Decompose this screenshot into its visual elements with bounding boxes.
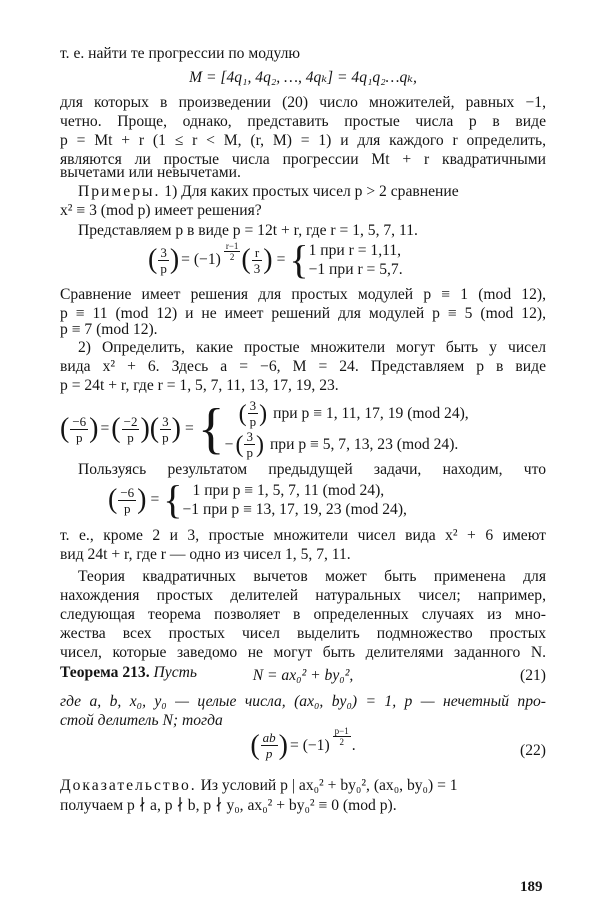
proof-heading [60,776,546,795]
case-line: 1 при p ≡ 1, 5, 7, 11 (mod 24), [192,482,385,499]
formula-21-body: N = ax₀² + by₀², [252,667,354,684]
text-line: p = 24t + r, где r = 1, 5, 7, 11, 13, 17, 19, 23. [60,377,339,394]
frac-den: p [124,500,131,516]
text-line: x² ≡ 3 (mod p) имеет решения? [60,202,262,219]
theorem-label: Теорема 213. [60,664,150,681]
frac-den: p [162,429,169,445]
text-line: получаем p ∤ a, p ∤ b, p ∤ y₀, ax₀² + by₀² ≡ 0 (mod p). [60,797,397,814]
text-line: четно. Проще, однако, представить простые числа p в виде [60,113,546,130]
text-line: 2) Определить, какие простые множители могут быть у чисел [78,339,546,356]
text-line: вида x² + 6. Здесь a = −6, M = 24. Представляем p в виде [60,358,546,375]
frac-den: p [127,429,134,445]
frac-den: p [160,260,167,276]
text-line: являются ли простые числа прогрессии Mt + r квадратичными [60,151,546,168]
formula-part: = (−1) [181,251,221,268]
text-line: Представляем p в виде p = 12t + r, где r = 1, 5, 7, 11. [78,222,418,239]
formula-21 [60,666,546,685]
text-line: Сравнение имеет решения для простых модулей p ≡ 1 (mod 12), [60,286,546,303]
proof-text: Из условий p | ax₀² + by₀², (ax₀, by₀) = 1 [200,777,458,794]
text-line: для которых в произведении (20) число множителей, равных −1, [60,94,546,111]
text-line: p ≡ 7 (mod 12). [60,321,158,338]
frac-num: −6 [72,413,87,429]
text-line: жества всех простых чисел выделить подмножество простых [60,625,546,642]
exp-den: 2 [339,737,344,747]
equation-number: (21) [520,667,546,684]
frac-num: 3 [246,429,253,444]
theorem-text: Пусть [153,664,197,681]
formula-modulus: M = [4q₁, 4q₂, …, 4qₖ] = 4q₁q₂…qₖ, [189,69,417,86]
exp-den: 2 [229,251,235,262]
case-line: −1 при p ≡ 13, 17, 19, 23 (mod 24), [182,501,407,518]
formula-part: = (−1) [290,736,330,754]
text-line: p = Mt + r (1 ≤ r < M, (r, M) = 1) и для каждого r определить, [60,132,546,149]
page-number: 189 [520,879,543,895]
text-line: Пользуясь результатом предыдущей задачи, находим, что [78,461,546,478]
proof-label: Доказательство. [60,777,197,794]
examples-text: 1) Для каких простых чисел p > 2 сравнение [164,183,459,200]
examples-label: Примеры. [78,183,161,200]
case-line: при p ≡ 5, 7, 13, 23 (mod 24). [269,435,459,453]
frac-num: r [252,245,263,261]
text-line: т. е., кроме 2 и 3, простые множители чисел вида x² + 6 имеют [60,527,546,544]
frac-num: 3 [249,398,257,413]
frac-num: −2 [123,413,138,429]
exp-num: p−1 [334,726,349,736]
text-line: нахождения простых делителей натуральных чисел; например, [60,587,546,604]
examples-heading [60,182,546,201]
frac-num: ab [262,730,276,745]
text-line: чисел, которые заведомо не могут быть делителями заданного N. [60,644,546,661]
text-line: т. е. найти те прогрессии по модулю [60,45,301,62]
frac-den: 3 [253,260,261,276]
text-line: вычетами или невычетами. [60,164,241,181]
text-line: p ≡ 11 (mod 12) и не имеет решений для модулей p ≡ 5 (mod 12), [60,305,546,322]
case-line: 1 при r = 1,11, [308,242,402,259]
case-line: при p ≡ 1, 11, 17, 19 (mod 24), [273,404,469,422]
formula-legendre-3: ( $\frac{3}{p}$ ) = (−1) $\frac{r-1}{2}$ ( $\frac{r}{3}$ ) = { 1 при r = 1,11, −1 при r = 5,7. [148,237,403,282]
text-line: вид 24t + r, где r — одно из чисел 1, 5, 7, 11. [60,546,351,563]
frac-den: p [265,746,273,761]
text-line: следующая теорема позволяет в определенных случаях из мно- [60,606,546,623]
frac-num: −6 [120,484,135,500]
exp-num: r−1 [225,240,239,251]
frac-num: 3 [160,244,167,260]
formula-result: ( $\frac{-6}{p}$ ) = { 1 при p ≡ 1, 5, 7, 11 (mod 24), −1 при p ≡ 13, 17, 19, 23 (mod 24), [108,477,407,522]
frac-den: p [249,414,257,429]
text-line: где a, b, x₀, y₀ — целые числа, (ax₀, by₀) = 1, p — нечетный про- [60,693,546,710]
text-line: Теория квадратичных вычетов может быть применена для [78,568,546,585]
text-line: стой делитель N; тогда [60,712,223,729]
frac-den: p [76,429,83,445]
case-line: −1 при r = 5,7. [308,261,403,278]
formula-legendre-minus6: ( $\frac{-6}{p}$ ) = ( $\frac{-2}{p}$ ) ( $\frac{3}{p}$ ) = { ( $\frac{3}{p}$ ) при p ≡ 1, 11, 17, 19 (mod 24), − ( $\frac{3}{p}$ ) при p ≡ 5, 7, 13, 23 (mod 24). [60,398,469,460]
equation-number: (22) [520,742,546,759]
frac-num: 3 [162,413,169,429]
formula-22: ( $\frac{ab}{p}$ ) = (−1) $\frac{p-1}{2}$ . (22) [250,726,546,761]
frac-den: p [246,445,253,460]
